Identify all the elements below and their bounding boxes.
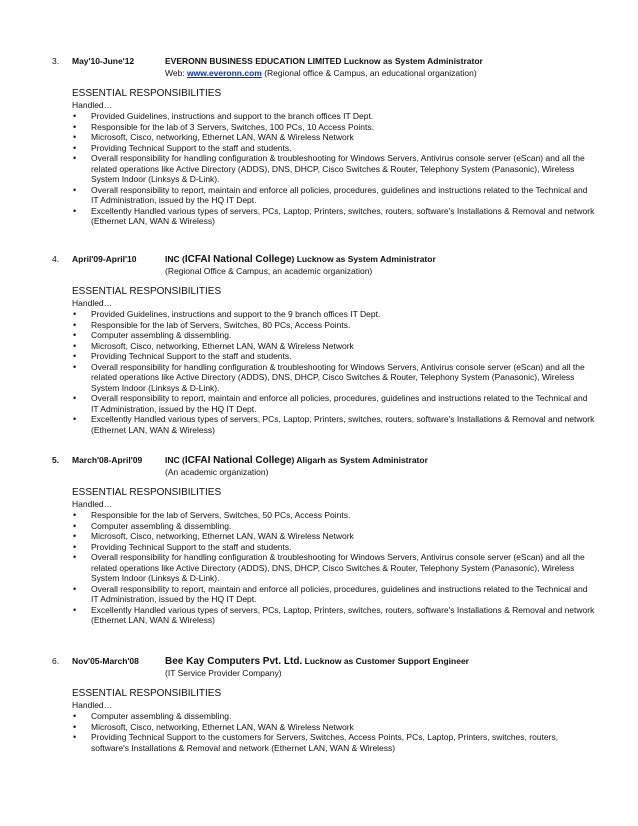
job-role: Lucknow as Customer Support Engineer bbox=[302, 656, 469, 666]
job-entry-6 bbox=[0, 656, 638, 753]
list-item: • Computer assembling & dissembling. bbox=[91, 711, 596, 722]
title-prefix: INC ( bbox=[165, 254, 185, 264]
org-description: (Regional office & Campus, an educational organization) bbox=[261, 68, 477, 78]
job-title bbox=[165, 56, 483, 66]
employer-name: EVERONN BUSINESS EDUCATION LIMITED bbox=[165, 56, 342, 66]
job-number: 5. bbox=[52, 455, 60, 465]
job-header bbox=[0, 254, 638, 266]
list-item: • Microsoft, Cisco, networking, Ethernet LAN, WAN & Wireless Network bbox=[91, 722, 596, 733]
job-entry-3 bbox=[0, 56, 638, 227]
list-item: • Responsible for the lab of Servers, Switches, 50 PCs, Access Points. bbox=[91, 510, 596, 521]
list-item: • Overall responsibility to report, maintain and enforce all policies, procedures, guidelines and instructions related to the Technical and IT Administration, issued by the HQ IT Dept. bbox=[91, 584, 596, 605]
job-header bbox=[0, 455, 638, 467]
list-item: • Computer assembling & dissembling. bbox=[91, 521, 596, 532]
list-item: • Overall responsibility to report, maintain and enforce all policies, procedures, guidelines and instructions related to the Technical and IT Administration, issued by the HQ IT Dept. bbox=[91, 185, 596, 206]
handled-label: Handled… bbox=[72, 100, 113, 110]
responsibility-list bbox=[0, 711, 638, 753]
job-period: April'09-April'10 bbox=[72, 254, 137, 264]
job-subline bbox=[165, 68, 638, 79]
list-item: • Overall responsibility for handling configuration & troubleshooting for Windows Servers, Antivirus console server (eScan) and all the related operations like Active Directory (ADDS), DNS, DHCP, Cisco Switches & Router, Telephony System (Panasonic), Wireless System Indoor (Linksys & D-Link). bbox=[91, 552, 596, 584]
job-subline: (IT Service Provider Company) bbox=[165, 668, 282, 678]
responsibility-list bbox=[0, 111, 638, 227]
job-number: 6. bbox=[52, 656, 60, 666]
title-prefix: INC ( bbox=[165, 455, 185, 465]
responsibility-list bbox=[0, 510, 638, 626]
job-header bbox=[0, 656, 638, 668]
list-item: • Responsible for the lab of Servers, Switches, 80 PCs, Access Points. bbox=[91, 320, 596, 331]
list-item: • Microsoft, Cisco, networking, Ethernet LAN, WAN & Wireless Network bbox=[91, 531, 596, 542]
job-entry-4 bbox=[0, 254, 638, 435]
job-header bbox=[0, 56, 638, 68]
job-subline: (An academic organization) bbox=[165, 467, 269, 477]
job-role: ) Lucknow as System Administrator bbox=[291, 254, 436, 264]
job-role: Lucknow as System Administrator bbox=[341, 56, 483, 66]
list-item: • Excellently Handled various types of servers, PCs, Laptop, Printers, switches, routers, software's Installations & Removal and network (Ethernet LAN, WAN & Wireless) bbox=[91, 414, 596, 435]
job-role: ) Aligarh as System Administrator bbox=[291, 455, 428, 465]
job-entry-5 bbox=[0, 455, 638, 626]
list-item: • Excellently Handled various types of servers, PCs, Laptop, Printers, switches, routers, software's Installations & Removal and network (Ethernet LAN, WAN & Wireless) bbox=[91, 206, 596, 227]
list-item: • Overall responsibility for handling configuration & troubleshooting for Windows Servers, Antivirus console server (eScan) and all the related operations like Active Directory (ADDS), DNS, DHCP, Cisco Switches & Router, Telephony System (Panasonic), Wireless System Indoor (Linksys & D-Link). bbox=[91, 153, 596, 185]
list-item: • Provided Guidelines, instructions and support to the 9 branch offices IT Dept. bbox=[91, 309, 596, 320]
list-item: • Excellently Handled various types of servers, PCs, Laptop, Printers, switches, routers, software's Installations & Removal and network (Ethernet LAN, WAN & Wireless) bbox=[91, 605, 596, 626]
section-heading: ESSENTIAL RESPONSIBILITIES bbox=[72, 688, 222, 699]
list-item: • Provided Guidelines, instructions and support to the branch offices IT Dept. bbox=[91, 111, 596, 122]
employer-name: ICFAI National College bbox=[184, 254, 292, 265]
handled-label: Handled… bbox=[72, 700, 113, 710]
list-item: • Overall responsibility for handling configuration & troubleshooting for Windows Servers, Antivirus console server (eScan) and all the related operations like Active Directory (ADDS), DNS, DHCP, Cisco Switches & Router, Telephony System (Panasonic), Wireless System Indoor (Linksys & D-Link). bbox=[91, 362, 596, 394]
handled-label: Handled… bbox=[72, 499, 113, 509]
job-number: 4. bbox=[52, 254, 60, 264]
handled-label: Handled… bbox=[72, 298, 113, 308]
job-title bbox=[165, 656, 469, 667]
list-item: • Providing Technical Support to the staff and students. bbox=[91, 143, 596, 154]
job-period: March'08-April'09 bbox=[72, 455, 143, 465]
list-item: • Providing Technical Support to the staff and students. bbox=[91, 542, 596, 553]
section-heading: ESSENTIAL RESPONSIBILITIES bbox=[72, 286, 222, 297]
web-label: Web: bbox=[165, 68, 188, 78]
list-item: • Overall responsibility to report, maintain and enforce all policies, procedures, guidelines and instructions related to the Technical and IT Administration, issued by the HQ IT Dept. bbox=[91, 393, 596, 414]
list-item: • Providing Technical Support to the staff and students. bbox=[91, 351, 596, 362]
section-heading: ESSENTIAL RESPONSIBILITIES bbox=[72, 88, 222, 99]
employer-name: Bee Kay Computers Pvt. Ltd. bbox=[165, 656, 303, 667]
employer-name: ICFAI National College bbox=[184, 455, 292, 466]
website-link[interactable]: www.everonn.com bbox=[187, 68, 262, 78]
job-period: May'10-June'12 bbox=[72, 56, 135, 66]
list-item: • Responsible for the lab of 3 Servers, Switches, 100 PCs, 10 Access Points. bbox=[91, 122, 596, 133]
job-period: Nov'05-March'08 bbox=[72, 656, 139, 666]
job-subline: (Regional Office & Campus, an academic organization) bbox=[165, 266, 373, 276]
list-item: • Microsoft, Cisco, networking, Ethernet LAN, WAN & Wireless Network bbox=[91, 132, 596, 143]
job-number: 3. bbox=[52, 56, 60, 66]
responsibility-list bbox=[0, 309, 638, 435]
job-title bbox=[165, 455, 428, 466]
list-item: • Providing Technical Support to the customers for Servers, Switches, Access Points, PCs, Laptop, Printers, switches, routers, software's Installations & Removal and network (Ethernet LAN, WAN & Wireless) bbox=[91, 732, 596, 753]
list-item: • Computer assembling & dissembling. bbox=[91, 330, 596, 341]
section-heading: ESSENTIAL RESPONSIBILITIES bbox=[72, 487, 222, 498]
job-title bbox=[165, 254, 436, 265]
list-item: • Microsoft, Cisco, networking, Ethernet LAN, WAN & Wireless Network bbox=[91, 341, 596, 352]
